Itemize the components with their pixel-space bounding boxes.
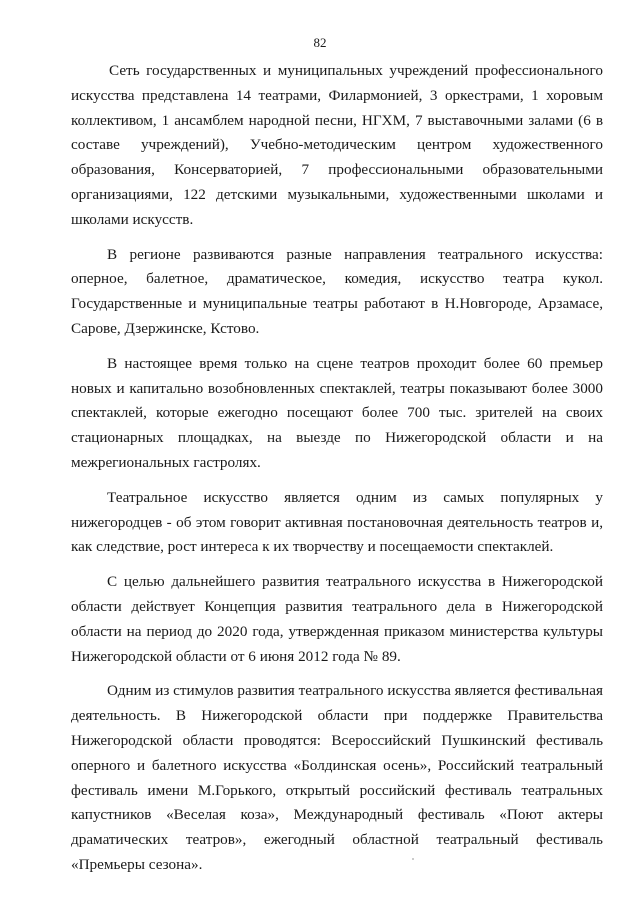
body-text (71, 59, 603, 888)
paragraph-theatre-directions: В регионе развиваются разные направления театрального искусства: оперное, балетное, драматическое, комедия, искусство театра кукол. Государственные и муниципальные театры работают в Н.Новгороде, Арзамасе, Сарове, Дзержинске, Кстово. (71, 245, 603, 337)
paragraph-festivals: Одним из стимулов развития театрального искусства является фестивальная деятельность. В Нижегородской области при поддержке Правительства Нижегородской области проводятся: Всероссийский Пушкинский фестиваль оперного и балетного искусства «Болдинская осень», Российский театральный фестиваль имени М.Горького, открытый российский фестиваль театральных капустников «Веселая коза», Международный фестиваль «Поют актеры драматических театров», ежегодный областной театральный фестиваль «Премьеры сезона». (71, 682, 603, 873)
paragraph-premieres: В настоящее время только на сцене театров проходит более 60 премьер новых и капитально возобновленных спектаклей, театры показывают более 3000 спектаклей, которые ежегодно посещают более 700 тыс. зрителей на своих стационарных площадках, на выезде по Нижегородской области и на межрегиональных гастролях. (71, 354, 603, 471)
page-number: 82 (313, 35, 327, 50)
paragraph-institutions: Сеть государственных и муниципальных учреждений профессионального искусства представлена 14 театрами, Филармонией, 3 оркестрами, 1 хоровым коллективом, 1 ансамблем народной песни, НГХМ, 7 выставочными залами (6 в составе учреждений), Учебно-методическим центром художественного образования, Консерваторией, 7 профессиональными образовательными организациями, 122 детскими музыкальными, художественными школами и школами искусств. (71, 62, 603, 228)
scan-speck (412, 858, 414, 860)
paragraph-concept: С целью дальнейшего развития театрального искусства в Нижегородской области действует Концепция развития театрального дела в Нижегородской области на период до 2020 года, утвержденная приказом министерства культуры Нижегородской области от 6 июня 2012 года № 89. (71, 573, 603, 665)
paragraph-popularity: Театральное искусство является одним из самых популярных у нижегородцев - об этом говорит активная постановочная деятельность театров и, как следствие, рост интереса к их творчеству и посещаемости спектаклей. (71, 488, 603, 556)
